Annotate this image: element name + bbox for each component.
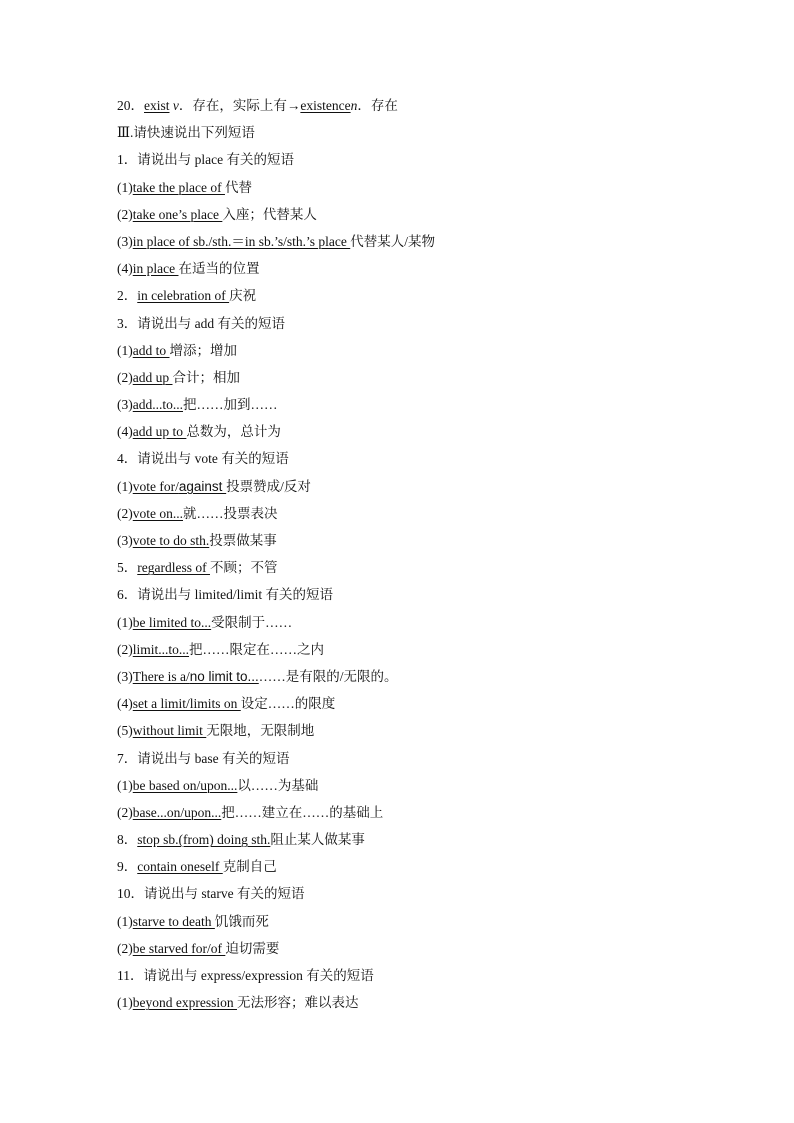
answer-phrase: vote on...	[132, 505, 183, 521]
text-segment: 庆祝	[229, 288, 257, 304]
text-segment: ……是有限的/无限的。	[258, 668, 398, 684]
text-segment: 无法形容；难以表达	[236, 995, 359, 1011]
text-segment: 就……投票表决	[183, 505, 278, 521]
text-segment: 代替某人/某物	[350, 233, 435, 249]
text-segment: 3．请说出与 add 有关的短语	[117, 315, 285, 331]
text-segment: 饥饿而死	[214, 913, 269, 929]
text-line	[117, 636, 737, 663]
text-segment: ．存在，实际上有→	[178, 98, 301, 113]
document-body	[117, 92, 737, 1016]
text-segment: 把……建立在……的基础上	[221, 804, 384, 820]
answer-phrase: add...to...	[132, 397, 183, 413]
answer-phrase: in place of sb./sth.＝in sb.’s/sth.’s place	[132, 233, 351, 249]
text-line	[117, 962, 737, 989]
text-line	[117, 228, 737, 255]
text-segment: v	[172, 98, 179, 113]
text-line	[117, 310, 737, 337]
text-segment: (4)	[117, 424, 133, 440]
answer-phrase: existence	[300, 98, 351, 113]
text-line	[117, 337, 737, 364]
text-line	[117, 282, 737, 309]
text-line	[117, 364, 737, 391]
answer-phrase: without limit	[132, 723, 207, 739]
text-line	[117, 92, 737, 119]
answer-phrase: There is a/	[132, 668, 190, 684]
text-line	[117, 799, 737, 826]
text-segment: (1)	[117, 478, 133, 494]
text-line	[117, 908, 737, 935]
text-line	[117, 745, 737, 772]
answer-phrase: be limited to...	[132, 614, 212, 630]
text-line	[117, 255, 737, 282]
text-segment: 代替	[224, 179, 252, 195]
answer-phrase: take the place of	[132, 179, 225, 195]
text-segment: (2)	[117, 369, 133, 385]
text-segment: 以……为基础	[237, 777, 319, 793]
text-line	[117, 690, 737, 717]
text-line	[117, 609, 737, 636]
answer-phrase: vote to do sth.	[132, 533, 210, 548]
text-segment: 5．	[117, 560, 138, 576]
text-segment: 把……加到……	[183, 397, 278, 413]
text-line	[117, 500, 737, 527]
text-line	[117, 880, 737, 907]
answer-phrase: beyond expression	[132, 995, 237, 1011]
text-line	[117, 418, 737, 445]
text-segment: 10．请说出与 starve 有关的短语	[117, 886, 305, 902]
text-segment: (5)	[117, 723, 133, 739]
text-segment: 阻止某人做某事	[270, 832, 365, 848]
text-segment: 20．	[117, 98, 144, 113]
answer-phrase: no limit to...	[189, 668, 259, 684]
text-segment: (2)	[117, 505, 133, 521]
text-segment: (1)	[117, 995, 133, 1011]
text-segment: 受限制于……	[211, 614, 293, 630]
text-segment: 把……限定在……之内	[189, 641, 325, 657]
text-segment: 11．请说出与 express/expression 有关的短语	[117, 968, 374, 983]
text-segment: 设定……的限度	[240, 696, 336, 712]
text-segment: 投票赞成/反对	[226, 478, 311, 494]
answer-phrase: exist	[144, 98, 170, 113]
text-segment: 2．	[117, 288, 138, 304]
text-segment: 克制自己	[222, 859, 277, 875]
text-segment: 总数为，总计为	[186, 424, 281, 440]
text-line	[117, 146, 737, 173]
text-segment: 投票做某事	[209, 533, 277, 548]
text-segment: (1)	[117, 342, 133, 358]
text-segment: (4)	[117, 696, 133, 712]
answer-phrase: regardless of	[137, 560, 210, 576]
text-line	[117, 826, 737, 853]
answer-phrase: base...on/upon...	[132, 804, 222, 820]
text-line	[117, 445, 737, 472]
text-line	[117, 581, 737, 608]
text-segment: 8．	[117, 832, 138, 848]
text-segment: (2)	[117, 804, 133, 820]
text-line	[117, 391, 737, 418]
text-line	[117, 473, 737, 500]
text-segment: (1)	[117, 614, 133, 630]
answer-phrase: vote for/	[132, 478, 179, 494]
text-line	[117, 853, 737, 880]
text-line	[117, 554, 737, 581]
text-line	[117, 201, 737, 228]
answer-phrase: add up	[132, 369, 173, 385]
text-line	[117, 174, 737, 201]
text-segment: 增添；增加	[169, 342, 237, 358]
text-segment: 1．请说出与 place 有关的短语	[117, 152, 294, 168]
text-line	[117, 663, 737, 690]
answer-phrase: be starved for/of	[132, 940, 226, 956]
text-segment: (4)	[117, 261, 133, 277]
answer-phrase: against	[178, 478, 227, 494]
text-segment: n	[350, 98, 358, 113]
text-segment: 合计；相加	[172, 369, 240, 385]
text-segment: (2)	[117, 641, 133, 657]
text-segment: 入座；代替某人	[222, 206, 317, 222]
answer-phrase: in place	[132, 261, 179, 277]
answer-phrase: contain oneself	[137, 859, 223, 875]
answer-phrase: be based on/upon...	[132, 777, 238, 793]
text-segment: (1)	[117, 777, 133, 793]
text-segment: 6．请说出与 limited/limit 有关的短语	[117, 587, 333, 603]
text-segment: (3)	[117, 397, 133, 413]
text-segment: (3)	[117, 668, 133, 684]
text-segment: 无限地，无限制地	[206, 723, 315, 739]
answer-phrase: add up to	[132, 424, 187, 440]
text-line	[117, 527, 737, 554]
text-segment: 4．请说出与 vote 有关的短语	[117, 451, 289, 467]
text-line	[117, 989, 737, 1016]
text-segment: ．存在	[357, 98, 398, 113]
answer-phrase: take one’s place	[132, 206, 223, 222]
text-segment: 9．	[117, 859, 138, 875]
text-segment: (1)	[117, 179, 133, 195]
answer-phrase: limit...to...	[132, 641, 190, 657]
answer-phrase: add to	[132, 342, 170, 358]
text-segment: (1)	[117, 913, 133, 929]
text-segment: Ⅲ.请快速说出下列短语	[117, 125, 255, 141]
text-segment: (2)	[117, 940, 133, 956]
text-segment: (3)	[117, 533, 133, 548]
text-segment: 7．请说出与 base 有关的短语	[117, 750, 290, 766]
text-line	[117, 119, 737, 146]
text-segment: (3)	[117, 233, 133, 249]
answer-phrase: set a limit/limits on	[132, 696, 241, 712]
text-segment: 迫切需要	[225, 940, 280, 956]
answer-phrase: starve to death	[132, 913, 215, 929]
text-line	[117, 935, 737, 962]
text-line	[117, 772, 737, 799]
answer-phrase: stop sb.(from) doing sth.	[137, 832, 271, 848]
text-segment: 在适当的位置	[178, 261, 260, 277]
text-line	[117, 717, 737, 744]
text-segment: (2)	[117, 206, 133, 222]
text-segment: 不顾；不管	[209, 560, 278, 576]
answer-phrase: in celebration of	[137, 288, 230, 304]
